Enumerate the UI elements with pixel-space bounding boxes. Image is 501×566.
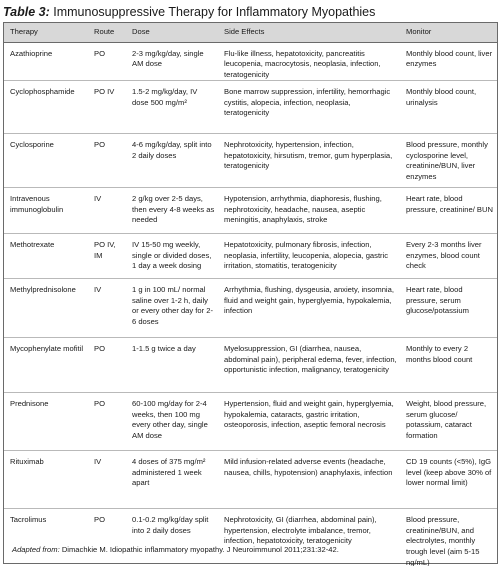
- route-cell: IV: [88, 188, 126, 234]
- therapy-cell: Cyclophosphamide: [4, 81, 88, 134]
- table-row: [4, 338, 497, 393]
- monitor-cell: Monthly blood count, urinalysis: [400, 81, 497, 134]
- table-row: [4, 42, 497, 81]
- therapy-cell: Cyclosporine: [4, 134, 88, 188]
- table-row: [4, 234, 497, 279]
- monitor-cell: Blood pressure, creatinine/BUN, and electrolytes, monthly trough level (aim 5-15 ng/mL): [406, 515, 480, 566]
- therapy-table: [4, 23, 497, 566]
- table-frame: [3, 22, 498, 564]
- side-effects-cell: Arrhythmia, flushing, dysgeusia, anxiety, insomnia, fluid and weight gain, hyperglyemia, hypokalemia, infection: [218, 279, 400, 338]
- route-cell: PO: [88, 338, 126, 393]
- table-row: [4, 279, 497, 338]
- monitor-cell: Heart rate, blood pressure, creatinine/ BUN: [400, 188, 497, 234]
- therapy-cell: Methylprednisolone: [4, 279, 88, 338]
- source-text: Dimachkie M. Idiopathic inflammatory myopathy. J Neuroimmunol 2011;231:32-42.: [59, 545, 339, 554]
- route-cell: PO IV: [88, 81, 126, 134]
- monitor-cell: Blood pressure, monthly cyclosporine level, creatinine/BUN, liver enzymes: [400, 134, 497, 188]
- dose-cell: 1-1.5 g twice a day: [126, 338, 218, 393]
- table-number: Table 3:: [3, 5, 50, 19]
- side-effects-cell: Hepatotoxicity, pulmonary fibrosis, infection, neoplasia, infertility, leucopenia, alopecia, gastric irritation, stomatitis, teratogenicity: [218, 234, 400, 279]
- table-title-text: Immunosuppressive Therapy for Inflammatory Myopathies: [49, 5, 376, 19]
- monitor-cell: Every 2-3 months liver enzymes, blood count check: [400, 234, 497, 279]
- side-effects-cell: Myelosuppression, GI (diarrhea, nausea, abdominal pain), peripheral edema, fever, infection, opportunistic infection, malignancy, teratogenicity: [218, 338, 400, 393]
- dose-cell: 60-100 mg/day for 2-4 weeks, then 100 mg every other day, single AM dose: [126, 393, 218, 451]
- therapy-cell: Mycophenylate mofitil: [4, 338, 88, 393]
- column-header-dose: Dose: [126, 23, 218, 42]
- table-row: [4, 509, 497, 566]
- therapy-cell: Intravenous immunoglobulin: [4, 188, 88, 234]
- table-row: [4, 188, 497, 234]
- monitor-cell: Heart rate, blood pressure, serum glucose/potassium: [400, 279, 497, 338]
- dose-cell: 0.1-0.2 mg/kg/day split into 2 daily doses: [132, 515, 209, 535]
- route-cell: PO: [88, 42, 126, 81]
- route-cell: IV: [88, 279, 126, 338]
- table-row: [4, 134, 497, 188]
- route-cell: PO: [88, 393, 126, 451]
- side-effects-cell: Hypotension, arrhythmia, diaphoresis, flushing, nephrotoxicity, headache, nausea, aseptic meningitis, anaphylaxis, stroke: [218, 188, 400, 234]
- column-header-side-effects: Side Effects: [218, 23, 400, 42]
- column-header-route: Route: [88, 23, 126, 42]
- therapy-cell: Prednisone: [4, 393, 88, 451]
- side-effects-cell: Nephrotoxicity, GI (diarrhea, abdominal pain), hypertension, electrolyte imbalance, tremor, infection, hepatotoxicity, teratogenicity: [224, 515, 377, 546]
- route-cell: PO: [88, 134, 126, 188]
- dose-cell: 2-3 mg/kg/day, single AM dose: [126, 42, 218, 81]
- column-header-monitor: Monitor: [400, 23, 497, 42]
- side-effects-cell: Flu-like illness, hepatotoxicity, pancreatitis leucopenia, macrocytosis, neoplasia, infection, teratogenicity: [218, 42, 400, 81]
- therapy-cell: Methotrexate: [4, 234, 88, 279]
- monitor-cell: Monthly blood count, liver enzymes: [400, 42, 497, 81]
- table-row: [4, 81, 497, 134]
- dose-cell: 1 g in 100 mL/ normal saline over 1-2 h, daily or every other day for 2-6 doses: [126, 279, 218, 338]
- side-effects-cell: Nephrotoxicity, hypertension, infection, hepatotoxicity, hirsutism, tremor, gum hyperplasia, teratogenicity: [218, 134, 400, 188]
- header-row: [4, 23, 497, 42]
- source-lead: Adapted from:: [12, 545, 60, 554]
- table-row: [4, 393, 497, 451]
- dose-cell: 2 g/kg over 2-5 days, then every 4-8 weeks as needed: [126, 188, 218, 234]
- source-citation: [12, 544, 339, 556]
- table-title: [3, 2, 498, 22]
- route-cell: PO: [94, 515, 105, 525]
- monitor-cell: Monthly to every 2 months blood count: [400, 338, 497, 393]
- therapy-cell: Rituximab: [4, 451, 88, 509]
- monitor-cell: CD 19 counts (<5%), IgG level (keep above 30% of lower normal limit): [400, 451, 497, 509]
- monitor-cell: Weight, blood pressure, serum glucose/ potassium, cataract formation: [400, 393, 497, 451]
- column-header-therapy: Therapy: [4, 23, 88, 42]
- route-cell: PO IV, IM: [88, 234, 126, 279]
- therapy-cell: Azathioprine: [4, 42, 88, 81]
- table-row: [4, 451, 497, 509]
- side-effects-cell: Hypertension, fluid and weight gain, hyperglyemia, hypokalemia, cataracts, gastric irritation, osteoporosis, infection, aseptic femoral necrosis: [218, 393, 400, 451]
- route-cell: IV: [88, 451, 126, 509]
- dose-cell: 4 doses of 375 mg/m² administered 1 week apart: [126, 451, 218, 509]
- dose-cell: IV 15-50 mg weekly, single or divided doses, 1 day a week dosing: [126, 234, 218, 279]
- dose-cell: 4-6 mg/kg/day, split into 2 daily doses: [126, 134, 218, 188]
- therapy-cell: Tacrolimus: [10, 515, 47, 525]
- dose-cell: 1.5-2 mg/kg/day, IV dose 500 mg/m²: [126, 81, 218, 134]
- side-effects-cell: Bone marrow suppression, infertility, hemorrhagic cystitis, alopecia, infection, neoplasia, teratogenicity: [218, 81, 400, 134]
- side-effects-cell: Mild infusion-related adverse events (headache, nausea, chills, hypotension) anaphylaxis, infection: [218, 451, 400, 509]
